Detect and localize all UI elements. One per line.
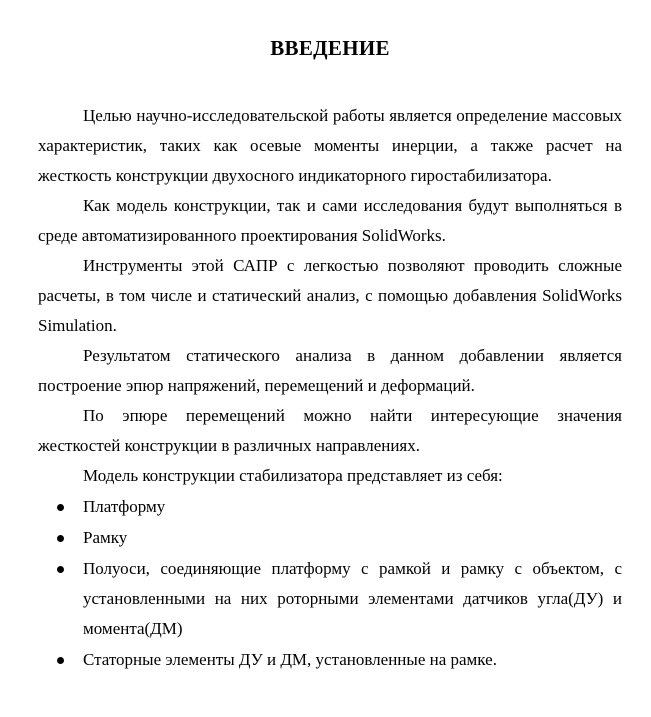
page-title: ВВЕДЕНИЕ [270,36,390,60]
paragraph-model-intro: Модель конструкции стабилизатора представляет из себя: [83,466,503,485]
bullet-icon [57,535,64,542]
list-item [38,645,622,675]
component-list [38,492,622,675]
document-body [38,101,622,676]
list-item [38,523,622,553]
list-item [38,554,622,644]
bullet-icon [57,657,64,664]
paragraph-static-analysis: Результатом статического анализа в данном добавлении является построение эпюр напряжений, перемещений и деформаций. [38,346,622,395]
list-item-text: Статорные элементы ДУ и ДМ, установленные на рамке. [83,650,497,669]
paragraph-goal: Целью научно-исследовательской работы является определение массовых характеристик, таких как осевые моменты инерции, а также расчет на жесткость конструкции двухосного индикаторного гиростабилизатора. [38,106,622,185]
paragraph-cad-tools: Инструменты этой САПР с легкостью позволяют проводить сложные расчеты, в том числе и статический анализ, с помощью добавления SolidWorks Simulation. [38,256,622,335]
bullet-icon [57,566,64,573]
paragraph-displacement: По эпюре перемещений можно найти интересующие значения жесткостей конструкции в различных направлениях. [38,406,622,455]
list-item [38,492,622,522]
paragraph-solidworks: Как модель конструкции, так и сами исследования будут выполняться в среде автоматизированного проектирования SolidWorks. [38,196,622,245]
list-item-text: Платформу [83,497,166,516]
list-item-text: Рамку [83,528,128,547]
bullet-icon [57,504,64,511]
list-item-text: Полуоси, соединяющие платформу с рамкой и рамку с объектом, с установленными на них роторными элементами датчиков угла(ДУ) и момента(ДМ) [83,559,622,638]
